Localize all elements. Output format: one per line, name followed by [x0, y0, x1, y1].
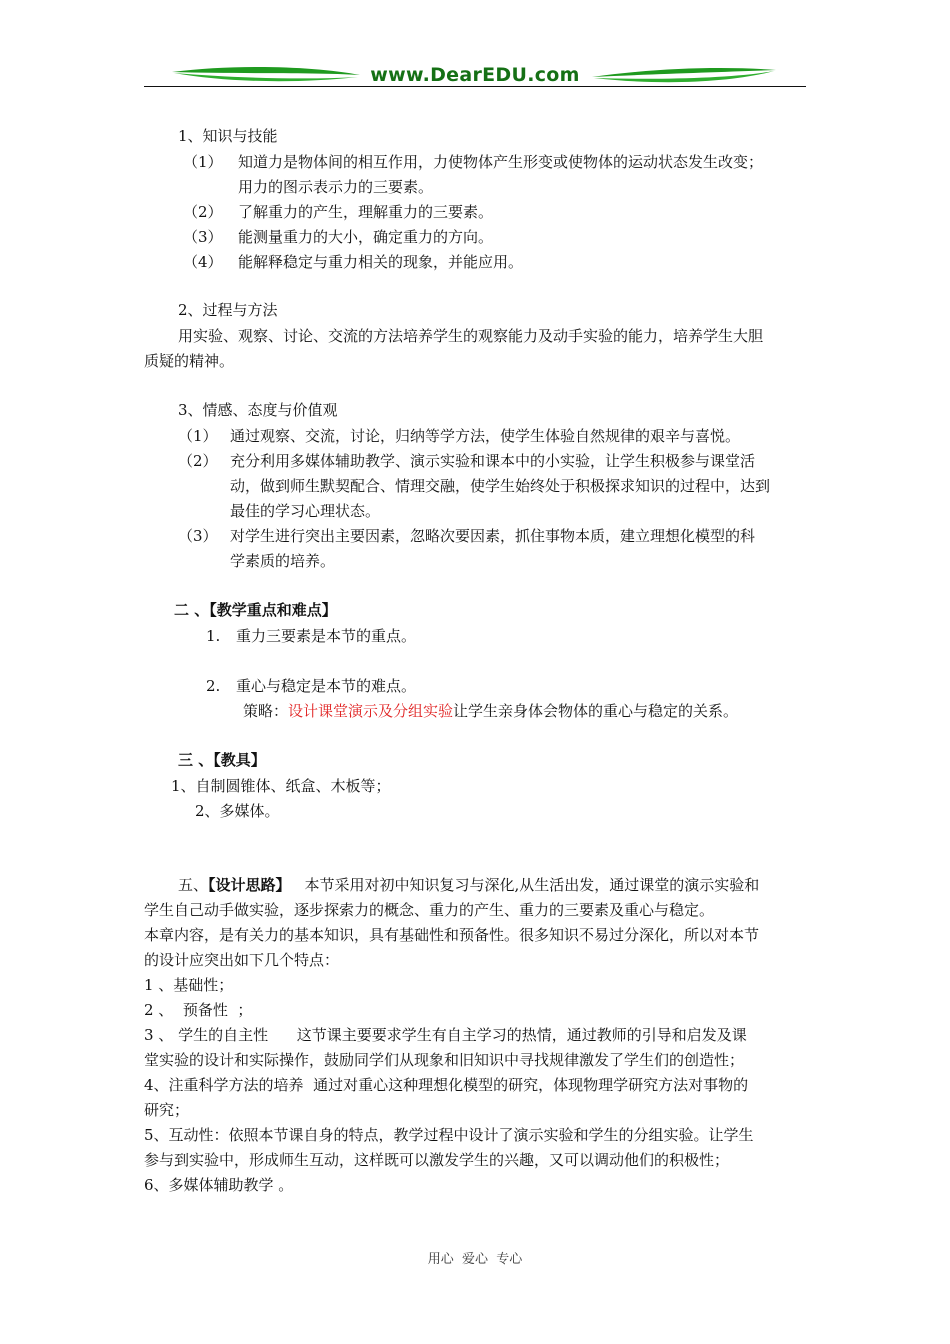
design-intro: 本节采用对初中知识复习与深化,从生活出发，通过课堂的演示实验和 [304, 876, 760, 894]
paragraph-line: 1 、基础性； [144, 976, 234, 994]
paragraph-line: 质疑的精神。 [144, 352, 235, 370]
paragraph-line: 的设计应突出如下几个特点： [144, 951, 340, 969]
paragraph-line: 用实验、观察、讨论、交流的方法培养学生的观察能力及动手实验的能力，培养学生大胆 [178, 327, 764, 345]
list-item-text: 对学生进行突出主要因素，忽略次要因素，抓住事物本质，建立理想化模型的科 [230, 527, 756, 545]
paragraph-line: 4、注重科学方法的培养 通过对重心这种理想化模型的研究，体现物理学研究方法对事物的 [144, 1076, 749, 1094]
paragraph-line: 2 、 预备性 ； [144, 1001, 253, 1019]
design-prefix: 五、 [178, 876, 209, 894]
paragraph-line: 5、互动性：依照本节课自身的特点，教学过程中设计了演示实验和学生的分组实验。让学生 [144, 1126, 754, 1144]
section-title-process: 2、过程与方法 [178, 301, 278, 319]
design-title: 【设计思路】 [208, 876, 291, 894]
paragraph-line: 6、多媒体辅助教学 。 [144, 1176, 294, 1194]
section-title-tools: 三 、【教具】 [178, 751, 266, 769]
paragraph-line: 3 、 学生的自主性 这节课主要要求学生有自主学习的热情，通过教师的引导和启发及课 [144, 1026, 747, 1044]
list-item-number: （1） [183, 153, 223, 171]
strategy-text: 让学生亲身体会物体的重心与稳定的关系。 [453, 702, 739, 720]
list-item-text: 2、多媒体。 [195, 802, 280, 820]
paragraph-line: 研究； [144, 1101, 190, 1119]
list-item-text: 动，做到师生默契配合、情理交融，使学生始终处于积极探求知识的过程中，达到 [230, 477, 771, 495]
list-item-text: 知道力是物体间的相互作用，力使物体产生形变或使物体的运动状态发生改变； [238, 153, 764, 171]
list-item-text: 充分利用多媒体辅助教学、演示实验和课本中的小实验，让学生积极参与课堂活 [230, 452, 756, 470]
section-title-attitude: 3、情感、态度与价值观 [178, 401, 338, 419]
strategy-highlight: 设计课堂演示及分组实验 [288, 702, 454, 720]
list-item-text: 用力的图示表示力的三要素。 [238, 178, 434, 196]
list-item-number: 2. [206, 677, 221, 695]
list-item-text: 最佳的学习心理状态。 [230, 502, 381, 520]
list-item-text: 学素质的培养。 [230, 552, 336, 570]
list-item-number: （2） [183, 203, 223, 221]
strategy-line [243, 701, 738, 721]
list-item-text: 能测量重力的大小，确定重力的方向。 [238, 228, 494, 246]
paragraph-line: 本章内容，是有关力的基本知识，具有基础性和预备性。很多知识不易过分深化，所以对本节 [144, 926, 760, 944]
header-rule [144, 86, 806, 87]
strategy-label: 策略： [243, 702, 289, 720]
list-item-number: （4） [183, 253, 223, 271]
paragraph-line: 学生自己动手做实验，逐步探索力的概念、重力的产生、重力的三要素及重心与稳定。 [144, 901, 715, 919]
paragraph-line: 堂实验的设计和实际操作，鼓励同学们从现象和旧知识中寻找规律激发了学生们的创造性； [144, 1051, 745, 1069]
list-item-number: （3） [178, 527, 218, 545]
list-item-text: 1、自制圆锥体、纸盒、木板等； [171, 777, 391, 795]
page-footer: 用心 爱心 专心 [427, 1252, 523, 1267]
list-item-number: （3） [183, 228, 223, 246]
paragraph-line: 参与到实验中，形成师生互动，这样既可以激发学生的兴趣，又可以调动他们的积极性； [144, 1151, 730, 1169]
list-item-number: （1） [178, 427, 218, 445]
list-item-text: 通过观察、交流，讨论，归纳等学方法，使学生体验自然规律的艰辛与喜悦。 [230, 427, 741, 445]
list-item-text: 重力三要素是本节的重点。 [236, 627, 417, 645]
section-title-key-points: 二 、【教学重点和难点】 [174, 601, 337, 619]
list-item-text: 重心与稳定是本节的难点。 [236, 677, 417, 695]
list-item-text: 了解重力的产生，理解重力的三要素。 [238, 203, 494, 221]
list-item-number: （2） [178, 452, 218, 470]
list-item-text: 能解释稳定与重力相关的现象，并能应用。 [238, 253, 524, 271]
site-logo-text: www.DearEDU.com [370, 64, 580, 86]
list-item-number: 1. [206, 627, 221, 645]
design-heading-line [178, 875, 759, 895]
section-title-knowledge: 1、知识与技能 [178, 127, 278, 145]
